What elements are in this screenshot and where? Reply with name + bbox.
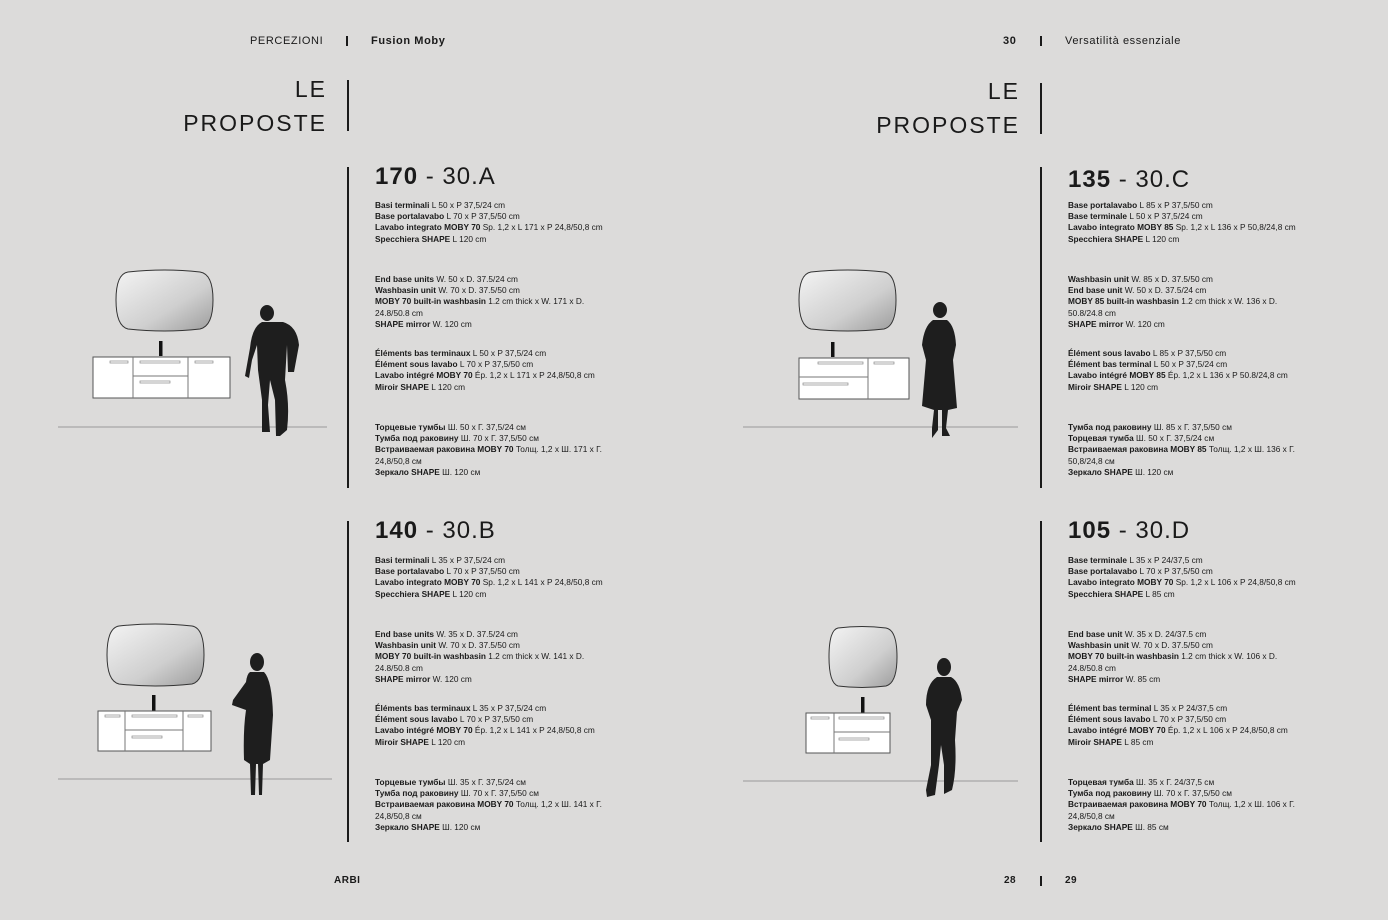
composition-size: 140	[375, 517, 419, 544]
spec-label: Торцевые тумбы	[375, 777, 446, 787]
shape-mirror	[799, 270, 896, 331]
spec-value: W. 70 x D. 37.5/50 cm	[438, 285, 520, 296]
spec-label: Élément bas terminal	[1068, 359, 1152, 370]
spec-label: Basi terminali	[375, 555, 430, 565]
spec-label: Specchiera SHAPE	[1068, 233, 1144, 244]
spec-label: SHAPE mirror	[375, 673, 431, 684]
spec-label: MOBY 70 built-in washbasin	[375, 296, 486, 307]
spec-label: MOBY 70 built-in washbasin	[375, 651, 486, 662]
composition-ref: - 30.D	[1118, 517, 1191, 544]
spec-value: Ш. 120 см	[442, 466, 481, 477]
composition-size: 170	[375, 163, 419, 190]
spec-value: Ш. 70 x Г. 37,5/50 см	[460, 788, 539, 799]
spec-label: Éléments bas terminaux	[375, 703, 471, 713]
spec-label: End base units	[375, 274, 435, 284]
spec-value: L 70 x P 37,5/50 cm	[1139, 566, 1213, 577]
spec-value: 24.8/50.8 cm	[375, 662, 423, 673]
spec-value: Sp. 1,2 x L 141 x P 24,8/50,8 cm	[482, 577, 603, 588]
spec-value: L 85 cm	[1124, 736, 1154, 747]
spec-value: 24,8/50,8 см	[375, 455, 422, 466]
spec-value: Толщ. 1,2 x Ш. 106 x Г.	[1208, 799, 1295, 810]
spec-label: Miroir SHAPE	[1068, 736, 1122, 747]
spec-value: Ép. 1,2 x L 171 x P 24,8/50,8 cm	[474, 370, 595, 381]
spec-label: Specchiera SHAPE	[375, 588, 451, 599]
spec-value: W. 50 x D. 37.5/24 cm	[436, 274, 518, 284]
spec-value: Ш. 85 см	[1135, 821, 1169, 832]
spec-value: Толщ. 1,2 x Ш. 171 x Г.	[515, 444, 602, 455]
spec-value: Ш. 85 x Г. 37,5/50 см	[1153, 422, 1232, 432]
spec-value: W. 35 x D. 37.5/24 cm	[436, 629, 518, 639]
spec-value: 24,8/50,8 см	[375, 810, 422, 821]
person-figure	[245, 305, 299, 436]
shape-mirror	[829, 627, 897, 688]
spec-value: W. 35 x D. 24/37.5 cm	[1124, 629, 1207, 639]
person-figure	[232, 653, 273, 795]
spec-label: Lavabo intégré MOBY 85	[1068, 370, 1166, 381]
spec-label: MOBY 85 built-in washbasin	[1068, 296, 1179, 307]
spec-value: Sp. 1,2 x L 136 x P 50,8/24,8 cm	[1175, 222, 1296, 233]
spec-value: W. 85 x D. 37.5/50 cm	[1131, 274, 1213, 284]
spec-value: W. 70 x D. 37.5/50 cm	[1131, 640, 1213, 651]
spec-label: Торцевая тумба	[1068, 777, 1134, 787]
spec-value: L 70 x P 37,5/50 cm	[446, 211, 520, 222]
faucet	[152, 695, 156, 711]
spec-label: Lavabo integrato MOBY 70	[1068, 577, 1174, 588]
spec-label: Base terminale	[1068, 211, 1128, 222]
spec-value: L 120 cm	[1124, 381, 1159, 392]
composition-ref: - 30.B	[425, 517, 496, 544]
spec-label: Élément sous lavabo	[375, 359, 458, 370]
collection-name: Fusion Moby	[371, 35, 446, 47]
faucet	[159, 341, 163, 356]
shape-mirror	[116, 270, 213, 331]
spec-value: W. 120 cm	[432, 318, 472, 329]
spec-value: W. 50 x D. 37.5/24 cm	[1124, 285, 1207, 296]
spec-label: Washbasin unit	[1068, 274, 1129, 284]
spec-label: Тумба под раковину	[375, 433, 459, 444]
spec-value: L 120 cm	[452, 233, 487, 244]
title-line-2: PROPOSTE	[183, 110, 327, 136]
spec-value: L 70 x P 37,5/50 cm	[446, 566, 520, 577]
spec-label: Base terminale	[1068, 555, 1128, 565]
spec-value: Ш. 70 x Г. 37,5/50 см	[1153, 788, 1232, 799]
spec-value: Ш. 35 x Г. 24/37,5 см	[1136, 777, 1215, 787]
footer-brand: ARBI	[334, 875, 361, 886]
spec-value: L 70 x P 37,5/50 cm	[1152, 714, 1227, 725]
spec-label: Miroir SHAPE	[1068, 381, 1122, 392]
footer-divider	[1040, 876, 1042, 886]
spec-label: Washbasin unit	[1068, 640, 1129, 651]
spec-value: W. 70 x D. 37.5/50 cm	[438, 640, 520, 651]
spec-value: W. 120 cm	[1125, 318, 1165, 329]
spec-value: L 120 cm	[431, 736, 466, 747]
spec-label: SHAPE mirror	[1068, 673, 1124, 684]
spec-value: L 120 cm	[452, 588, 487, 599]
spec-value: Sp. 1,2 x L 171 x P 24,8/50,8 cm	[482, 222, 603, 233]
composition-ref: - 30.C	[1118, 166, 1191, 193]
spec-value: L 50 x P 37,5/24 cm	[472, 348, 547, 358]
spec-label: End base units	[375, 629, 435, 639]
spec-label: Élément sous lavabo	[375, 714, 458, 725]
spec-label: Base portalavabo	[1068, 566, 1138, 577]
spec-label: Specchiera SHAPE	[1068, 588, 1144, 599]
spec-label: SHAPE mirror	[375, 318, 431, 329]
spec-label: Élément bas terminal	[1068, 703, 1152, 713]
spec-value: L 120 cm	[1145, 233, 1180, 244]
composition-size: 105	[1068, 517, 1112, 544]
spec-value: 24.8/50.8 cm	[1068, 662, 1116, 673]
spec-value: L 50 x P 37,5/24 cm	[431, 200, 506, 210]
spec-value: L 85 cm	[1145, 588, 1175, 599]
footer-page-left: 28	[1004, 875, 1017, 886]
spec-value: Толщ. 1,2 x Ш. 136 x Г.	[1208, 444, 1295, 455]
spec-label: Miroir SHAPE	[375, 736, 429, 747]
header-subtitle: Versatilità essenziale	[1065, 35, 1181, 47]
spec-label: Зеркало SHAPE	[1068, 466, 1133, 477]
title-line-1: LE	[987, 78, 1020, 104]
spec-label: Basi terminali	[375, 200, 430, 210]
spec-value: Ép. 1,2 x L 106 x P 24,8/50,8 cm	[1167, 725, 1288, 736]
spec-value: 24.8/50.8 cm	[375, 307, 423, 318]
spec-value: L 70 x P 37,5/50 cm	[459, 359, 534, 370]
shape-mirror	[107, 624, 204, 686]
spec-label: End base unit	[1068, 629, 1123, 639]
title-line-1: LE	[294, 76, 327, 102]
composition-size: 135	[1068, 166, 1112, 193]
spec-value: Ш. 120 см	[442, 821, 481, 832]
spec-value: 1.2 cm thick x W. 106 x D.	[1181, 651, 1278, 662]
spec-label: Base portalavabo	[375, 566, 445, 577]
spec-value: W. 120 cm	[432, 673, 472, 684]
spec-value: Sp. 1,2 x L 106 x P 24,8/50,8 cm	[1175, 577, 1296, 588]
spec-label: Торцевая тумба	[1068, 433, 1134, 444]
spec-label: Lavabo integrato MOBY 70	[375, 577, 481, 588]
spec-value: L 35 x P 24/37,5 cm	[1153, 703, 1228, 713]
spec-value: L 35 x P 37,5/24 cm	[472, 703, 547, 713]
spec-value: Толщ. 1,2 x Ш. 141 x Г.	[515, 799, 602, 810]
spec-value: Ш. 50 x Г. 37,5/24 см	[447, 422, 526, 432]
spec-label: Зеркало SHAPE	[375, 821, 440, 832]
spec-label: Тумба под раковину	[375, 788, 459, 799]
spec-value: Ép. 1,2 x L 141 x P 24,8/50,8 cm	[474, 725, 595, 736]
footer-page-right: 29	[1065, 875, 1078, 886]
spec-value: 24,8/50,8 см	[1068, 810, 1115, 821]
spec-label: Lavabo intégré MOBY 70	[1068, 725, 1166, 736]
spec-label: MOBY 70 built-in washbasin	[1068, 651, 1179, 662]
spec-label: Miroir SHAPE	[375, 381, 429, 392]
spec-label: Встраиваемая раковина MOBY 70	[375, 799, 514, 810]
spec-value: Ш. 120 см	[1135, 466, 1174, 477]
spec-label: Торцевые тумбы	[375, 422, 446, 432]
spec-value: 50,8/24,8 см	[1068, 455, 1115, 466]
spec-label: Base portalavabo	[375, 211, 445, 222]
faucet	[831, 342, 835, 357]
spec-label: Зеркало SHAPE	[375, 466, 440, 477]
spec-label: Base portalavabo	[1068, 200, 1138, 210]
spec-label: Washbasin unit	[375, 640, 436, 651]
spec-label: Éléments bas terminaux	[375, 348, 471, 358]
spec-value: L 35 x P 37,5/24 cm	[431, 555, 506, 565]
spec-label: Élément sous lavabo	[1068, 348, 1151, 358]
spec-label: Élément sous lavabo	[1068, 714, 1151, 725]
spec-value: 1.2 cm thick x W. 171 x D.	[488, 296, 585, 307]
page-number: 30	[1003, 35, 1017, 47]
spec-label: SHAPE mirror	[1068, 318, 1124, 329]
spec-label: Lavabo integrato MOBY 85	[1068, 222, 1174, 233]
spec-value: L 85 x P 37,5/50 cm	[1139, 200, 1213, 210]
spec-label: Lavabo intégré MOBY 70	[375, 370, 473, 381]
spec-value: W. 85 cm	[1125, 673, 1161, 684]
spec-value: 1.2 cm thick x W. 141 x D.	[488, 651, 585, 662]
spec-value: L 120 cm	[431, 381, 466, 392]
spec-value: Ш. 70 x Г. 37,5/50 см	[460, 433, 539, 444]
faucet	[861, 697, 865, 713]
spec-value: Ép. 1,2 x L 136 x P 50.8/24,8 cm	[1167, 370, 1288, 381]
spec-value: 1.2 cm thick x W. 136 x D.	[1181, 296, 1278, 307]
spec-label: Specchiera SHAPE	[375, 233, 451, 244]
spec-value: Ш. 35 x Г. 37,5/24 см	[447, 777, 526, 787]
spec-label: Washbasin unit	[375, 285, 436, 296]
spec-value: L 35 x P 24/37,5 cm	[1129, 555, 1203, 565]
spec-value: 50.8/24.8 cm	[1068, 307, 1116, 318]
person-figure	[922, 302, 957, 438]
title-line-2: PROPOSTE	[876, 112, 1020, 138]
spec-label: Тумба под раковину	[1068, 788, 1152, 799]
person-figure	[926, 658, 962, 797]
spec-label: Встраиваемая раковина MOBY 85	[1068, 444, 1207, 455]
spec-label: Lavabo intégré MOBY 70	[375, 725, 473, 736]
spec-label: End base unit	[1068, 285, 1123, 296]
spec-value: Ш. 50 x Г. 37,5/24 см	[1136, 433, 1215, 444]
spec-label: Встраиваемая раковина MOBY 70	[1068, 799, 1207, 810]
composition-ref: - 30.A	[425, 163, 496, 190]
spec-label: Lavabo integrato MOBY 70	[375, 222, 481, 233]
spec-label: Встраиваемая раковина MOBY 70	[375, 444, 514, 455]
spec-label: Зеркало SHAPE	[1068, 821, 1133, 832]
spec-value: L 85 x P 37,5/50 cm	[1152, 348, 1227, 358]
spec-value: L 50 x P 37,5/24 cm	[1129, 211, 1203, 222]
spec-label: Тумба под раковину	[1068, 422, 1152, 432]
header-section: PERCEZIONI	[250, 35, 324, 47]
spec-value: L 50 x P 37,5/24 cm	[1153, 359, 1228, 370]
spec-value: L 70 x P 37,5/50 cm	[459, 714, 534, 725]
